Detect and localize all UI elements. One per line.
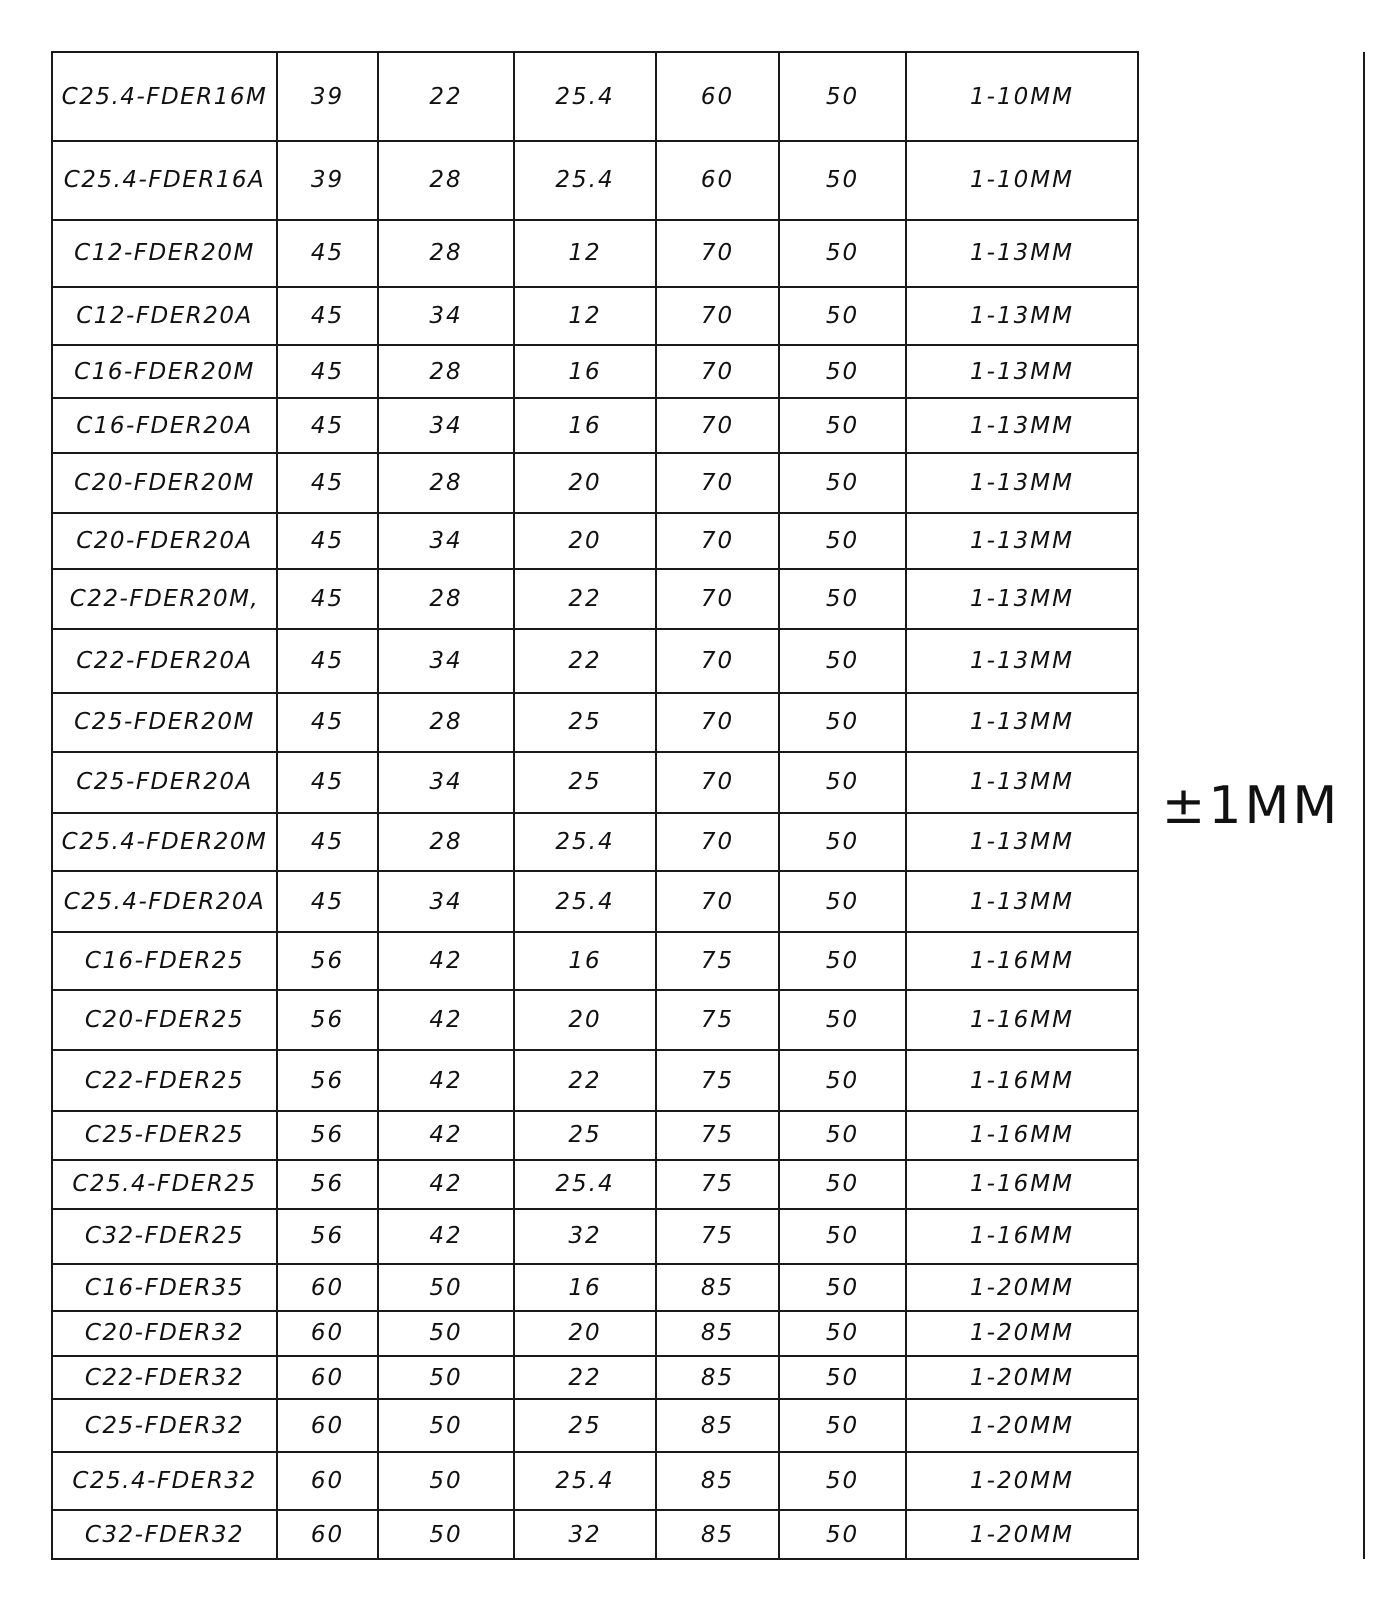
model-cell: C25-FDER20A	[52, 752, 277, 813]
model-cell: C20-FDER20M	[52, 453, 277, 513]
dimension-d-cell: 45	[277, 345, 378, 398]
dimension-d1-cell: 50	[378, 1264, 514, 1311]
length-l1-cell: 50	[779, 1050, 906, 1111]
dimension-d1-cell: 50	[378, 1510, 514, 1559]
length-l1-cell: 50	[779, 990, 906, 1050]
clamping-range-cell: 1-13MM	[906, 345, 1138, 398]
clamping-range-cell: 1-20MM	[906, 1311, 1138, 1356]
length-l1-cell: 50	[779, 52, 906, 141]
length-cell: 85	[656, 1452, 779, 1510]
length-l1-cell: 50	[779, 629, 906, 693]
table-row	[52, 52, 1364, 141]
model-cell: C32-FDER32	[52, 1510, 277, 1559]
length-l1-cell: 50	[779, 141, 906, 219]
length-l1-cell: 50	[779, 1111, 906, 1160]
dimension-d1-cell: 28	[378, 141, 514, 219]
dimension-d-cell: 60	[277, 1399, 378, 1452]
clamping-range-cell: 1-16MM	[906, 1160, 1138, 1209]
dimension-d-cell: 45	[277, 629, 378, 693]
length-l1-cell: 50	[779, 398, 906, 453]
model-cell: C25.4-FDER20M	[52, 813, 277, 872]
dimension-d-cell: 45	[277, 813, 378, 872]
model-cell: C22-FDER20A	[52, 629, 277, 693]
dimension-d-cell: 60	[277, 1264, 378, 1311]
length-cell: 75	[656, 990, 779, 1050]
model-cell: C25.4-FDER25	[52, 1160, 277, 1209]
model-cell: C16-FDER35	[52, 1264, 277, 1311]
clamping-range-cell: 1-13MM	[906, 453, 1138, 513]
clamping-range-cell: 1-20MM	[906, 1399, 1138, 1452]
shank-diameter-cell: 25	[514, 1399, 656, 1452]
spec-table-body	[52, 52, 1364, 1559]
length-cell: 70	[656, 752, 779, 813]
model-cell: C32-FDER25	[52, 1209, 277, 1265]
clamping-range-cell: 1-13MM	[906, 629, 1138, 693]
dimension-d1-cell: 34	[378, 513, 514, 569]
dimension-d1-cell: 34	[378, 398, 514, 453]
dimension-d1-cell: 28	[378, 345, 514, 398]
dimension-d-cell: 45	[277, 287, 378, 346]
shank-diameter-cell: 22	[514, 569, 656, 629]
dimension-d1-cell: 28	[378, 220, 514, 287]
dimension-d1-cell: 28	[378, 693, 514, 752]
tolerance-cell: ±1MM	[1138, 52, 1364, 1559]
shank-diameter-cell: 32	[514, 1510, 656, 1559]
dimension-d-cell: 45	[277, 398, 378, 453]
clamping-range-cell: 1-20MM	[906, 1264, 1138, 1311]
length-cell: 70	[656, 220, 779, 287]
length-cell: 70	[656, 569, 779, 629]
clamping-range-cell: 1-13MM	[906, 287, 1138, 346]
length-l1-cell: 50	[779, 1452, 906, 1510]
length-cell: 70	[656, 287, 779, 346]
length-l1-cell: 50	[779, 693, 906, 752]
shank-diameter-cell: 20	[514, 513, 656, 569]
shank-diameter-cell: 25.4	[514, 141, 656, 219]
shank-diameter-cell: 25	[514, 1111, 656, 1160]
length-l1-cell: 50	[779, 1209, 906, 1265]
length-l1-cell: 50	[779, 453, 906, 513]
model-cell: C25.4-FDER16M	[52, 52, 277, 141]
shank-diameter-cell: 12	[514, 287, 656, 346]
dimension-d-cell: 45	[277, 569, 378, 629]
length-l1-cell: 50	[779, 752, 906, 813]
length-cell: 60	[656, 141, 779, 219]
model-cell: C25-FDER32	[52, 1399, 277, 1452]
clamping-range-cell: 1-16MM	[906, 1209, 1138, 1265]
model-cell: C22-FDER20M,	[52, 569, 277, 629]
dimension-d-cell: 45	[277, 693, 378, 752]
length-l1-cell: 50	[779, 1264, 906, 1311]
length-l1-cell: 50	[779, 287, 906, 346]
dimension-d-cell: 60	[277, 1356, 378, 1400]
shank-diameter-cell: 16	[514, 398, 656, 453]
length-cell: 75	[656, 1111, 779, 1160]
shank-diameter-cell: 16	[514, 1264, 656, 1311]
length-cell: 85	[656, 1510, 779, 1559]
length-cell: 70	[656, 813, 779, 872]
length-cell: 70	[656, 345, 779, 398]
clamping-range-cell: 1-20MM	[906, 1356, 1138, 1400]
clamping-range-cell: 1-10MM	[906, 141, 1138, 219]
dimension-d-cell: 56	[277, 1160, 378, 1209]
shank-diameter-cell: 20	[514, 990, 656, 1050]
length-l1-cell: 50	[779, 1510, 906, 1559]
length-cell: 70	[656, 693, 779, 752]
dimension-d-cell: 56	[277, 990, 378, 1050]
dimension-d1-cell: 42	[378, 1050, 514, 1111]
length-cell: 75	[656, 932, 779, 990]
length-l1-cell: 50	[779, 345, 906, 398]
clamping-range-cell: 1-16MM	[906, 1050, 1138, 1111]
clamping-range-cell: 1-16MM	[906, 932, 1138, 990]
clamping-range-cell: 1-13MM	[906, 220, 1138, 287]
model-cell: C25.4-FDER16A	[52, 141, 277, 219]
dimension-d-cell: 45	[277, 871, 378, 932]
length-l1-cell: 50	[779, 220, 906, 287]
length-cell: 70	[656, 629, 779, 693]
length-cell: 75	[656, 1050, 779, 1111]
model-cell: C16-FDER25	[52, 932, 277, 990]
shank-diameter-cell: 22	[514, 629, 656, 693]
clamping-range-cell: 1-10MM	[906, 52, 1138, 141]
dimension-d-cell: 45	[277, 513, 378, 569]
clamping-range-cell: 1-20MM	[906, 1510, 1138, 1559]
length-l1-cell: 50	[779, 813, 906, 872]
shank-diameter-cell: 22	[514, 1050, 656, 1111]
dimension-d1-cell: 22	[378, 52, 514, 141]
model-cell: C22-FDER25	[52, 1050, 277, 1111]
length-cell: 70	[656, 398, 779, 453]
model-cell: C16-FDER20A	[52, 398, 277, 453]
dimension-d-cell: 45	[277, 453, 378, 513]
length-cell: 85	[656, 1264, 779, 1311]
shank-diameter-cell: 20	[514, 1311, 656, 1356]
length-l1-cell: 50	[779, 932, 906, 990]
shank-diameter-cell: 12	[514, 220, 656, 287]
dimension-d1-cell: 50	[378, 1399, 514, 1452]
dimension-d-cell: 56	[277, 1209, 378, 1265]
shank-diameter-cell: 16	[514, 345, 656, 398]
model-cell: C20-FDER20A	[52, 513, 277, 569]
dimension-d-cell: 60	[277, 1452, 378, 1510]
dimension-d1-cell: 34	[378, 752, 514, 813]
length-cell: 75	[656, 1209, 779, 1265]
length-l1-cell: 50	[779, 1311, 906, 1356]
dimension-d1-cell: 42	[378, 1160, 514, 1209]
dimension-d1-cell: 50	[378, 1356, 514, 1400]
model-cell: C20-FDER25	[52, 990, 277, 1050]
dimension-d1-cell: 28	[378, 569, 514, 629]
length-cell: 70	[656, 513, 779, 569]
length-l1-cell: 50	[779, 569, 906, 629]
length-cell: 85	[656, 1356, 779, 1400]
dimension-d-cell: 60	[277, 1311, 378, 1356]
model-cell: C25.4-FDER20A	[52, 871, 277, 932]
length-l1-cell: 50	[779, 1356, 906, 1400]
dimension-d-cell: 56	[277, 1050, 378, 1111]
length-l1-cell: 50	[779, 513, 906, 569]
length-cell: 70	[656, 453, 779, 513]
shank-diameter-cell: 25.4	[514, 1160, 656, 1209]
dimension-d-cell: 56	[277, 1111, 378, 1160]
dimension-d1-cell: 28	[378, 813, 514, 872]
shank-diameter-cell: 25.4	[514, 52, 656, 141]
length-cell: 60	[656, 52, 779, 141]
shank-diameter-cell: 16	[514, 932, 656, 990]
shank-diameter-cell: 25	[514, 752, 656, 813]
length-l1-cell: 50	[779, 1399, 906, 1452]
shank-diameter-cell: 25.4	[514, 813, 656, 872]
model-cell: C12-FDER20A	[52, 287, 277, 346]
dimension-d-cell: 39	[277, 52, 378, 141]
clamping-range-cell: 1-13MM	[906, 693, 1138, 752]
model-cell: C22-FDER32	[52, 1356, 277, 1400]
clamping-range-cell: 1-16MM	[906, 990, 1138, 1050]
clamping-range-cell: 1-13MM	[906, 513, 1138, 569]
dimension-d1-cell: 42	[378, 1209, 514, 1265]
clamping-range-cell: 1-13MM	[906, 813, 1138, 872]
length-cell: 70	[656, 871, 779, 932]
shank-diameter-cell: 25.4	[514, 871, 656, 932]
shank-diameter-cell: 25.4	[514, 1452, 656, 1510]
model-cell: C25-FDER25	[52, 1111, 277, 1160]
dimension-d1-cell: 42	[378, 932, 514, 990]
dimension-d-cell: 39	[277, 141, 378, 219]
length-l1-cell: 50	[779, 871, 906, 932]
spec-table	[51, 51, 1365, 1560]
length-l1-cell: 50	[779, 1160, 906, 1209]
clamping-range-cell: 1-13MM	[906, 569, 1138, 629]
shank-diameter-cell: 25	[514, 693, 656, 752]
clamping-range-cell: 1-16MM	[906, 1111, 1138, 1160]
length-cell: 75	[656, 1160, 779, 1209]
length-cell: 85	[656, 1399, 779, 1452]
clamping-range-cell: 1-13MM	[906, 871, 1138, 932]
length-cell: 85	[656, 1311, 779, 1356]
model-cell: C12-FDER20M	[52, 220, 277, 287]
clamping-range-cell: 1-13MM	[906, 398, 1138, 453]
model-cell: C25-FDER20M	[52, 693, 277, 752]
dimension-d1-cell: 34	[378, 287, 514, 346]
dimension-d1-cell: 28	[378, 453, 514, 513]
shank-diameter-cell: 22	[514, 1356, 656, 1400]
model-cell: C20-FDER32	[52, 1311, 277, 1356]
shank-diameter-cell: 32	[514, 1209, 656, 1265]
clamping-range-cell: 1-20MM	[906, 1452, 1138, 1510]
dimension-d1-cell: 42	[378, 1111, 514, 1160]
dimension-d1-cell: 50	[378, 1452, 514, 1510]
dimension-d-cell: 60	[277, 1510, 378, 1559]
model-cell: C16-FDER20M	[52, 345, 277, 398]
dimension-d-cell: 45	[277, 752, 378, 813]
clamping-range-cell: 1-13MM	[906, 752, 1138, 813]
model-cell: C25.4-FDER32	[52, 1452, 277, 1510]
shank-diameter-cell: 20	[514, 453, 656, 513]
dimension-d1-cell: 34	[378, 629, 514, 693]
dimension-d-cell: 45	[277, 220, 378, 287]
dimension-d1-cell: 34	[378, 871, 514, 932]
dimension-d1-cell: 50	[378, 1311, 514, 1356]
dimension-d1-cell: 42	[378, 990, 514, 1050]
dimension-d-cell: 56	[277, 932, 378, 990]
